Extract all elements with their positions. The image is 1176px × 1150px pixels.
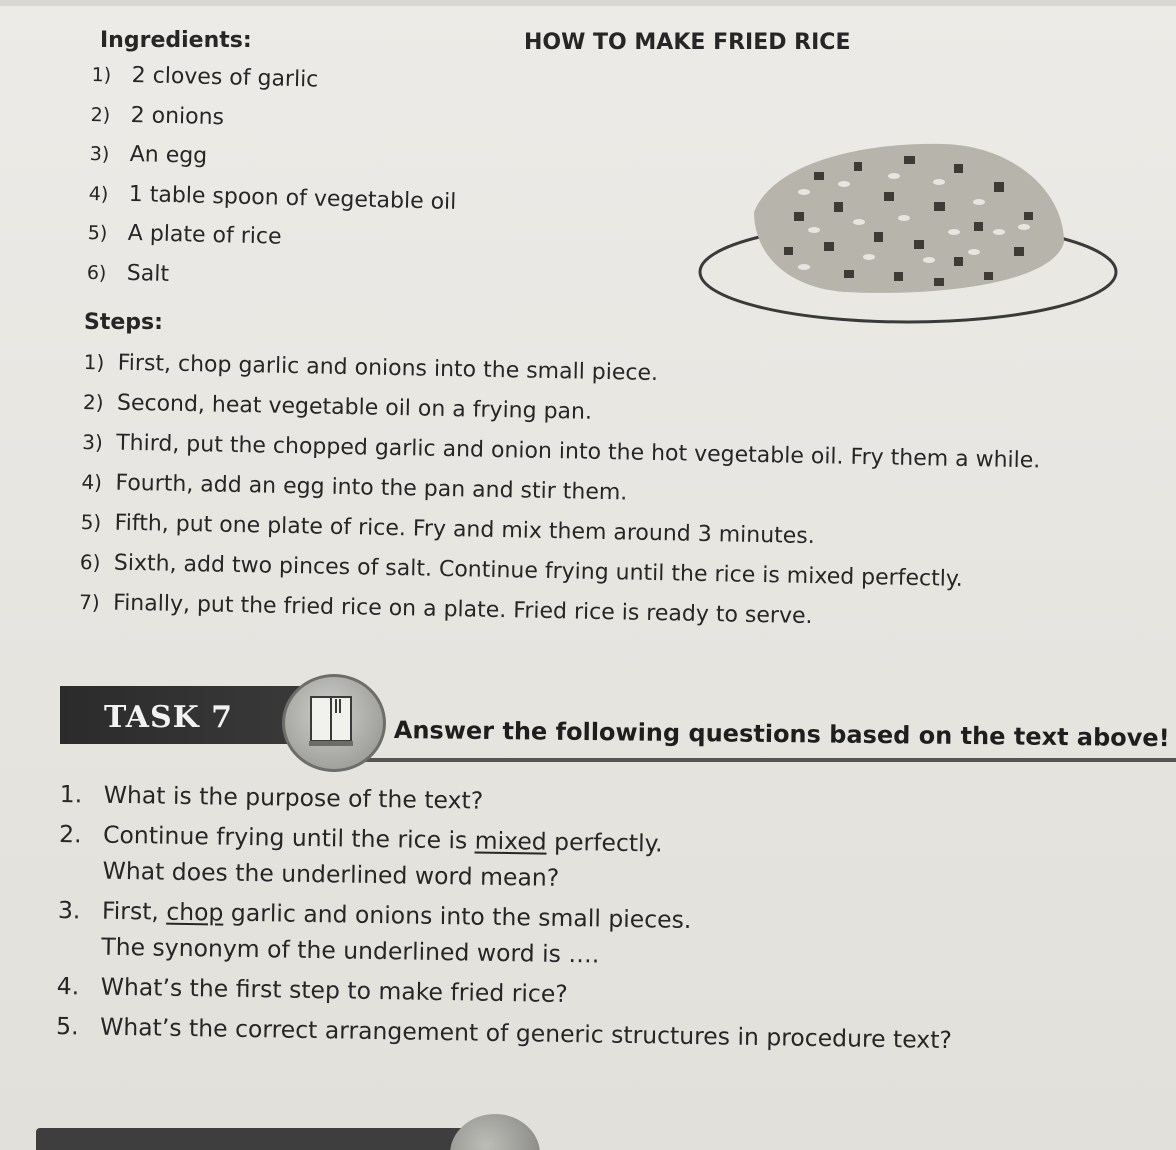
question-text-start: Continue frying until the rice is (102, 820, 475, 855)
ingredient-text: An egg (129, 141, 208, 169)
step-number: 4) (81, 469, 103, 495)
ingredient-item (86, 259, 454, 307)
question-text-end: garlic and onions into the small pieces. (223, 898, 692, 934)
steps-list (79, 350, 1042, 648)
question-number: 5. (55, 1011, 79, 1041)
question-text-end: perfectly. (546, 827, 663, 858)
step-text: Fourth, add an egg into the pan and stir them. (115, 470, 628, 506)
step-text: Sixth, add two pinces of salt. Continue frying until the rice is mixed perfectly. (113, 550, 963, 592)
question-subtext: The synonym of the underlined word is …. (101, 932, 600, 969)
ingredient-text: 1 table spoon of vegetable oil (128, 181, 457, 215)
ingredient-text: 2 onions (130, 102, 225, 130)
ingredient-number: 1) (91, 63, 112, 87)
task-divider (350, 758, 1176, 762)
question-number: 4. (56, 971, 80, 1001)
question-item (57, 896, 954, 974)
question-text: What’s the correct arrangement of generic structures in procedure text? (99, 1012, 953, 1055)
question-item (58, 820, 955, 898)
ingredient-number: 6) (86, 261, 107, 284)
step-number: 6) (79, 549, 101, 575)
step-text: Second, heat vegetable oil on a frying pan. (116, 390, 593, 425)
ingredient-number: 5) (87, 221, 108, 245)
fried-rice-plate-illustration (694, 132, 1124, 332)
ingredient-text: Salt (126, 260, 170, 287)
ingredient-text: 2 cloves of garlic (131, 62, 319, 93)
next-task-icon-badge (450, 1114, 540, 1150)
task-banner (60, 682, 1176, 772)
ingredient-text: A plate of rice (127, 220, 282, 250)
book-icon-badge (282, 674, 386, 772)
step-number: 5) (80, 509, 102, 535)
step-number: 3) (82, 429, 103, 455)
step-number: 7) (78, 589, 100, 615)
task-label: TASK 7 (104, 700, 234, 735)
step-text: Finally, put the fried rice on a plate. Fried rice is ready to serve. (112, 590, 813, 630)
book-icon (305, 693, 359, 749)
step-number: 2) (82, 389, 104, 415)
underlined-word: chop (166, 897, 224, 927)
question-subtext: What does the underlined word mean? (102, 856, 560, 892)
question-item (56, 1012, 952, 1054)
question-number: 2. (58, 819, 82, 849)
ingredients-list (86, 62, 459, 308)
step-number: 1) (83, 350, 105, 375)
question-number: 1. (59, 780, 83, 809)
underlined-word: mixed (474, 826, 547, 856)
ingredients-heading: Ingredients: (100, 28, 252, 53)
question-item (60, 780, 956, 822)
step-text: Third, put the chopped garlic and onion into the hot vegetable oil. Fry them a while. (115, 430, 1041, 474)
page-top-edge (0, 0, 1176, 6)
ingredient-number: 3) (89, 142, 110, 166)
task-instruction: Answer the following questions based on the text above! (393, 716, 1170, 753)
next-task-banner-bar (36, 1128, 476, 1150)
question-text: What is the purpose of the text? (103, 780, 484, 815)
questions-list (56, 780, 956, 1066)
step-text: Fifth, put one plate of rice. Fry and mix them around 3 minutes. (114, 510, 815, 550)
steps-heading: Steps: (84, 310, 163, 335)
question-text: What’s the first step to make fried rice? (100, 972, 568, 1009)
step-text: First, chop garlic and onions into the small piece. (117, 350, 659, 387)
page-title: HOW TO MAKE FRIED RICE (524, 30, 851, 55)
question-number: 3. (57, 895, 81, 925)
question-text-start: First, (101, 896, 167, 926)
ingredient-number: 4) (88, 182, 109, 205)
ingredient-number: 2) (90, 103, 111, 126)
question-item (57, 972, 953, 1014)
